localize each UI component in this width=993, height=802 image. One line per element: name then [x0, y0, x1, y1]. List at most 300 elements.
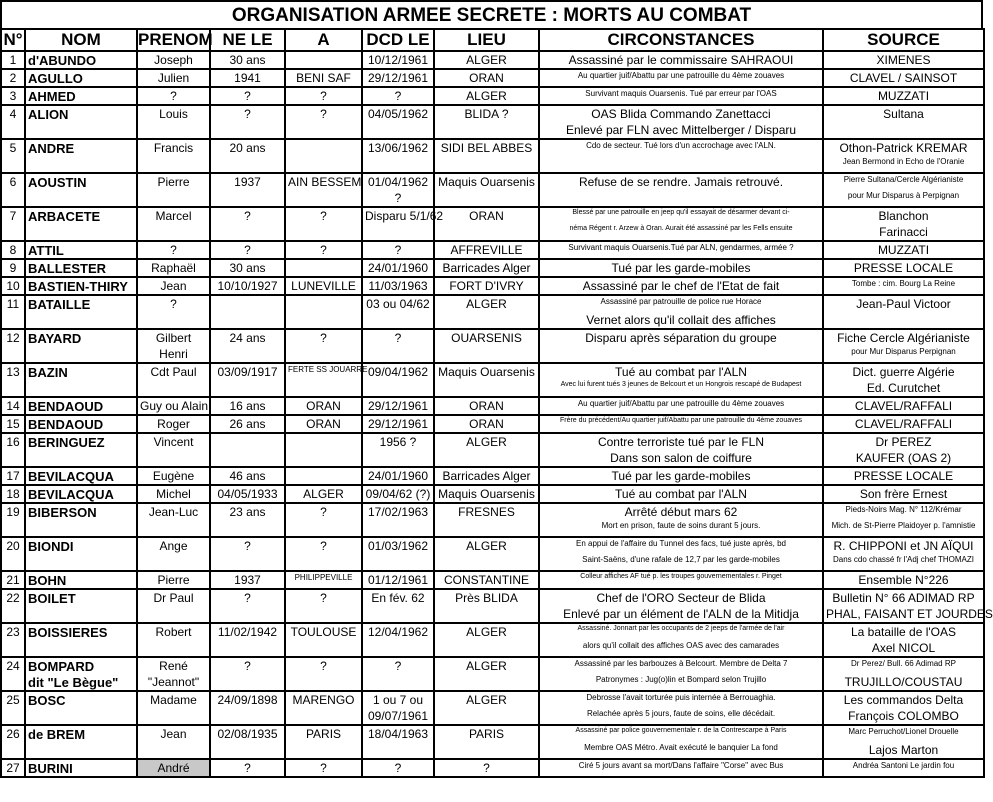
cell-dcd-le [362, 380, 434, 397]
cell-prenom [137, 520, 210, 537]
cell-lieu-naissance [285, 295, 362, 312]
cell-lieu-naissance: ? [285, 329, 362, 346]
cell-ne-le: ? [210, 657, 285, 674]
cell-ne-le: 24 ans [210, 329, 285, 346]
cell-nom: BIBERSON [25, 503, 137, 520]
header-lieu: LIEU [434, 29, 539, 51]
cell-lieu [434, 674, 539, 691]
cell-lieu [434, 520, 539, 537]
cell-lieu: Maquis Ouarsenis [434, 173, 539, 190]
cell-source: R. CHIPPONI et JN AÏQUI [823, 537, 984, 554]
cell-ne-le [210, 346, 285, 363]
cell-ne-le: 26 ans [210, 415, 285, 433]
cell-nom [25, 450, 137, 467]
cell-source: Bulletin N° 66 ADIMAD RP [823, 589, 984, 606]
table-row [1, 537, 984, 554]
cell-nom [25, 554, 137, 571]
cell-dcd-le: ? [362, 87, 434, 105]
cell-prenom: Michel [137, 485, 210, 503]
cell-lieu: ? [434, 759, 539, 777]
table-row [1, 606, 984, 623]
table-row [1, 674, 984, 691]
table-row [1, 224, 984, 241]
cell-dcd-le: 1956 ? [362, 433, 434, 450]
cell-nom: BOHN [25, 571, 137, 589]
cell-dcd-le [362, 346, 434, 363]
cell-prenom [137, 156, 210, 173]
cell-lieu-naissance [285, 606, 362, 623]
cell-dcd-le [362, 312, 434, 329]
cell-source: XIMENES [823, 51, 984, 69]
cell-circonstances: Assassiné par police gouvernementale r. de la Contrescarpe à Paris [539, 725, 823, 742]
cell-nom: BAZIN [25, 363, 137, 380]
cell-circonstances: Enlevé par un élément de l'ALN de la Mitidja [539, 606, 823, 623]
cell-source: Marc Perruchot/Lionel Drouelle [823, 725, 984, 742]
cell-circonstances: Avec lui furent tués 3 jeunes de Belcourt et un Hongrois rescapé de Budapest [539, 380, 823, 397]
cell-source: Mich. de St-Pierre Plaidoyer p. l'amnistie [823, 520, 984, 537]
cell-lieu-naissance [285, 51, 362, 69]
cell-ne-le: ? [210, 537, 285, 554]
cell-prenom [137, 190, 210, 207]
cell-source: Jean-Paul Victoor [823, 295, 984, 312]
table-row [1, 105, 984, 122]
cell-ne-le [210, 520, 285, 537]
table-row [1, 207, 984, 224]
cell-circonstances: Relachée après 5 jours, faute de soins, elle décédait. [539, 708, 823, 725]
cell-prenom: Gilbert [137, 329, 210, 346]
cell-num: 8 [1, 241, 25, 259]
cell-lieu [434, 742, 539, 759]
cell-source: pour Mur Disparus Perpignan [823, 346, 984, 363]
cell-source: PRESSE LOCALE [823, 259, 984, 277]
cell-source: La bataille de l'OAS [823, 623, 984, 640]
cell-prenom: Guy ou Alain [137, 397, 210, 415]
cell-lieu [434, 312, 539, 329]
cell-source: Jean Bermond in Echo de l'Oranie [823, 156, 984, 173]
cell-dcd-le [362, 450, 434, 467]
cell-circonstances: Contre terroriste tué par le FLN [539, 433, 823, 450]
cell-num: 7 [1, 207, 25, 224]
cell-ne-le [210, 190, 285, 207]
cell-num [1, 122, 25, 139]
cell-lieu-naissance [285, 450, 362, 467]
cell-dcd-le: 10/12/1961 [362, 51, 434, 69]
cell-dcd-le: 01/03/1962 [362, 537, 434, 554]
table-row [1, 380, 984, 397]
cell-circonstances: Saint-Saëns, d'une rafale de 12,7 par les garde-mobiles [539, 554, 823, 571]
cell-ne-le [210, 640, 285, 657]
cell-circonstances: OAS Blida Commando Zanettacci [539, 105, 823, 122]
cell-lieu-naissance [285, 190, 362, 207]
cell-lieu: BLIDA ? [434, 105, 539, 122]
cell-lieu-naissance [285, 674, 362, 691]
cell-ne-le: ? [210, 87, 285, 105]
cell-circonstances: néma Régent r. Arzew à Oran. Aurait été assassiné par les Fells ensuite [539, 224, 823, 241]
cell-nom: d'ABUNDO [25, 51, 137, 69]
cell-ne-le [210, 433, 285, 450]
cell-lieu-naissance: ? [285, 87, 362, 105]
cell-num: 16 [1, 433, 25, 450]
cell-circonstances [539, 346, 823, 363]
cell-ne-le [210, 708, 285, 725]
cell-ne-le [210, 674, 285, 691]
cell-nom: AHMED [25, 87, 137, 105]
cell-nom: AGULLO [25, 69, 137, 87]
cell-circonstances: Disparu après séparation du groupe [539, 329, 823, 346]
table-row [1, 725, 984, 742]
cell-circonstances: Tué par les garde-mobiles [539, 259, 823, 277]
cell-prenom [137, 224, 210, 241]
cell-num [1, 674, 25, 691]
cell-circonstances: Chef de l'ORO Secteur de Blida [539, 589, 823, 606]
cell-nom [25, 380, 137, 397]
header-lieu-naissance: A [285, 29, 362, 51]
cell-circonstances: Frère du précédent/Au quartier juif/Abattu par une patrouille du 4ème zouaves [539, 415, 823, 433]
table-row [1, 691, 984, 708]
cell-source: Farinacci [823, 224, 984, 241]
cell-lieu-naissance: PARIS [285, 725, 362, 742]
cell-prenom [137, 554, 210, 571]
cell-prenom: Roger [137, 415, 210, 433]
cell-ne-le: 1937 [210, 571, 285, 589]
cell-lieu-naissance: ORAN [285, 397, 362, 415]
cell-circonstances: Mort en prison, faute de soins durant 5 jours. [539, 520, 823, 537]
cell-lieu [434, 190, 539, 207]
cell-num: 27 [1, 759, 25, 777]
cell-lieu-naissance: AIN BESSEM [285, 173, 362, 190]
table-row [1, 415, 984, 433]
table-row [1, 69, 984, 87]
cell-source: PHAL, FAISANT ET JOURDES [823, 606, 984, 623]
cell-lieu: ALGER [434, 51, 539, 69]
cell-source: Axel NICOL [823, 640, 984, 657]
cell-dcd-le: 24/01/1960 [362, 467, 434, 485]
table-row [1, 450, 984, 467]
cell-circonstances: Patronymes : Jug(o)lin et Bompard selon Trujillo [539, 674, 823, 691]
table-row [1, 433, 984, 450]
cell-source: CLAVEL / SAINSOT [823, 69, 984, 87]
cell-prenom: ? [137, 87, 210, 105]
cell-nom: ANDRE [25, 139, 137, 156]
cell-source: Fiche Cercle Algérianiste [823, 329, 984, 346]
header-dcd-le: DCD LE [362, 29, 434, 51]
cell-ne-le: ? [210, 207, 285, 224]
cell-num: 20 [1, 537, 25, 554]
cell-circonstances: Tué au combat par l'ALN [539, 363, 823, 380]
table-row [1, 571, 984, 589]
cell-source: François COLOMBO [823, 708, 984, 725]
cell-prenom [137, 450, 210, 467]
cell-dcd-le [362, 606, 434, 623]
table-body [1, 51, 993, 777]
table-row [1, 329, 984, 346]
header-prenom: PRENOM [138, 30, 213, 49]
cell-lieu-naissance [285, 742, 362, 759]
cell-lieu [434, 122, 539, 139]
cell-dcd-le: 09/07/1961 [362, 708, 434, 725]
cell-ne-le: ? [210, 241, 285, 259]
cell-nom: dit "Le Bègue" [25, 674, 137, 691]
cell-source: pour Mur Disparus à Perpignan [823, 190, 984, 207]
cell-ne-le [210, 606, 285, 623]
cell-circonstances: Assassiné par le commissaire SAHRAOUI [539, 51, 823, 69]
table-row [1, 520, 984, 537]
cell-num: 21 [1, 571, 25, 589]
cell-lieu-naissance: MARENGO [285, 691, 362, 708]
cell-num [1, 224, 25, 241]
table-row [1, 241, 984, 259]
cell-lieu-naissance: ? [285, 241, 362, 259]
cell-circonstances: Survivant maquis Ouarsenis. Tué par erreur par l'OAS [539, 87, 823, 105]
table-row [1, 623, 984, 640]
cell-num: 2 [1, 69, 25, 87]
cell-num: 9 [1, 259, 25, 277]
cell-lieu-naissance: ALGER [285, 485, 362, 503]
table-row [1, 397, 984, 415]
cell-lieu: ALGER [434, 657, 539, 674]
cell-num: 12 [1, 329, 25, 346]
cell-dcd-le [362, 520, 434, 537]
sheet-title: ORGANISATION ARMEE SECRETE : MORTS AU COMBAT [0, 0, 983, 28]
cell-dcd-le: ? [362, 657, 434, 674]
cell-prenom: Pierre [137, 173, 210, 190]
cell-dcd-le: Disparu 5/1/62 [362, 207, 434, 224]
header-source: SOURCE [823, 29, 984, 51]
header-ne-le: NE LE [210, 29, 285, 51]
cell-ne-le: 10/10/1927 [210, 277, 285, 295]
cell-prenom: Henri [137, 346, 210, 363]
cell-source: PRESSE LOCALE [823, 467, 984, 485]
cell-ne-le: 04/05/1933 [210, 485, 285, 503]
cell-ne-le: 20 ans [210, 139, 285, 156]
cell-ne-le: ? [210, 759, 285, 777]
cell-dcd-le: 04/05/1962 [362, 105, 434, 122]
cell-num [1, 346, 25, 363]
cell-dcd-le: ? [362, 759, 434, 777]
cell-nom [25, 190, 137, 207]
cell-prenom: Marcel [137, 207, 210, 224]
cell-lieu: ALGER [434, 623, 539, 640]
cell-nom: BENDAOUD [25, 397, 137, 415]
cell-source: CLAVEL/RAFFALI [823, 397, 984, 415]
cell-source: Ed. Curutchet [823, 380, 984, 397]
cell-lieu: ALGER [434, 295, 539, 312]
cell-dcd-le: 09/04/1962 [362, 363, 434, 380]
cell-lieu-naissance: ? [285, 657, 362, 674]
cell-source: Lajos Marton [823, 742, 984, 759]
cell-nom: BOILET [25, 589, 137, 606]
cell-prenom: ? [137, 241, 210, 259]
cell-lieu: CONSTANTINE [434, 571, 539, 589]
cell-dcd-le [362, 122, 434, 139]
cell-nom: BEVILACQUA [25, 467, 137, 485]
cell-lieu: ALGER [434, 87, 539, 105]
cell-lieu-naissance [285, 554, 362, 571]
cell-source: Ensemble N°226 [823, 571, 984, 589]
cell-circonstances: Assassiné. Jonnart par les occupants de 2 jeeps de l'armée de l'air [539, 623, 823, 640]
cell-prenom [137, 640, 210, 657]
cell-source [823, 312, 984, 329]
cell-source: Blanchon [823, 207, 984, 224]
table-row [1, 742, 984, 759]
table-row [1, 139, 984, 156]
cell-ne-le [210, 450, 285, 467]
table-row [1, 190, 984, 207]
cell-prenom [137, 606, 210, 623]
cell-circonstances: Au quartier juif/Abattu par une patrouille du 4ème zouaves [539, 397, 823, 415]
cell-num: 23 [1, 623, 25, 640]
cell-lieu-naissance: ORAN [285, 415, 362, 433]
cell-num: 11 [1, 295, 25, 312]
cell-ne-le [210, 156, 285, 173]
cell-nom: BATAILLE [25, 295, 137, 312]
cell-circonstances: Arrêté début mars 62 [539, 503, 823, 520]
cell-dcd-le: 12/04/1962 [362, 623, 434, 640]
cell-source: Dr Perez/ Bull. 66 Adimad RP [823, 657, 984, 674]
cell-lieu-naissance [285, 312, 362, 329]
cell-ne-le: 03/09/1917 [210, 363, 285, 380]
cell-circonstances: En appui de l'affaire du Tunnel des facs, tué juste après, bd [539, 537, 823, 554]
cell-lieu [434, 224, 539, 241]
cell-num [1, 640, 25, 657]
cell-nom [25, 742, 137, 759]
cell-ne-le [210, 380, 285, 397]
cell-nom [25, 122, 137, 139]
cell-prenom: Jean-Luc [137, 503, 210, 520]
cell-nom: de BREM [25, 725, 137, 742]
cell-circonstances: Tué par les garde-mobiles [539, 467, 823, 485]
cell-lieu [434, 156, 539, 173]
cell-nom [25, 520, 137, 537]
cell-lieu-naissance [285, 708, 362, 725]
cell-nom: AOUSTIN [25, 173, 137, 190]
cell-prenom [137, 708, 210, 725]
cell-circonstances: Cdo de secteur. Tué lors d'un accrochage avec l'ALN. [539, 139, 823, 156]
cell-lieu: Barricades Alger [434, 467, 539, 485]
cell-circonstances: Refuse de se rendre. Jamais retrouvé. [539, 173, 823, 190]
cell-dcd-le: 11/03/1963 [362, 277, 434, 295]
table-row [1, 346, 984, 363]
cell-source: Les commandos Delta [823, 691, 984, 708]
cell-lieu-naissance [285, 224, 362, 241]
cell-dcd-le: ? [362, 329, 434, 346]
cell-num: 3 [1, 87, 25, 105]
cell-lieu: ORAN [434, 207, 539, 224]
cell-num: 1 [1, 51, 25, 69]
cell-ne-le: 1937 [210, 173, 285, 190]
cell-prenom: Raphaël [137, 259, 210, 277]
cell-lieu-naissance [285, 259, 362, 277]
table-row [1, 759, 984, 777]
cell-dcd-le: 01/04/1962 [362, 173, 434, 190]
cell-lieu-naissance: ? [285, 207, 362, 224]
cell-prenom [137, 122, 210, 139]
cell-lieu-naissance [285, 122, 362, 139]
cell-source: Andréa Santoni Le jardin fou [823, 759, 984, 777]
cell-lieu-naissance [285, 139, 362, 156]
cell-nom: BEVILACQUA [25, 485, 137, 503]
cell-num: 26 [1, 725, 25, 742]
cell-nom: BOISSIERES [25, 623, 137, 640]
cell-lieu-naissance: ? [285, 105, 362, 122]
cell-circonstances: Assassiné par les barbouzes à Belcourt. Membre de Delta 7 [539, 657, 823, 674]
cell-ne-le [210, 224, 285, 241]
table-row [1, 295, 984, 312]
cell-circonstances: Membre OAS Métro. Avait exécuté le banquier La fond [539, 742, 823, 759]
cell-lieu: Barricades Alger [434, 259, 539, 277]
cell-prenom: Eugène [137, 467, 210, 485]
cell-nom: BURINI [25, 759, 137, 777]
cell-lieu [434, 450, 539, 467]
cell-prenom: Ange [137, 537, 210, 554]
cell-num: 6 [1, 173, 25, 190]
cell-nom [25, 312, 137, 329]
cell-lieu-naissance: ? [285, 503, 362, 520]
cell-circonstances: Enlevé par FLN avec Mittelberger / Disparu [539, 122, 823, 139]
cell-nom: ARBACETE [25, 207, 137, 224]
cell-lieu [434, 640, 539, 657]
cell-ne-le: 02/08/1935 [210, 725, 285, 742]
cell-nom: BALLESTER [25, 259, 137, 277]
cell-ne-le: 23 ans [210, 503, 285, 520]
cell-prenom [137, 380, 210, 397]
cell-num [1, 190, 25, 207]
table-row [1, 87, 984, 105]
cell-dcd-le [362, 554, 434, 571]
table-row [1, 589, 984, 606]
cell-lieu: ORAN [434, 69, 539, 87]
cell-num [1, 606, 25, 623]
cell-prenom: Jean [137, 277, 210, 295]
cell-nom: BAYARD [25, 329, 137, 346]
cell-lieu [434, 554, 539, 571]
cell-num: 22 [1, 589, 25, 606]
header-nom: NOM [25, 29, 137, 51]
cell-ne-le [210, 554, 285, 571]
cell-num: 19 [1, 503, 25, 520]
cell-lieu [434, 346, 539, 363]
table-row [1, 173, 984, 190]
cell-circonstances: Survivant maquis Ouarsenis.Tué par ALN, gendarmes, armée ? [539, 241, 823, 259]
cell-lieu-naissance: LUNEVILLE [285, 277, 362, 295]
cell-circonstances: alors qu'il collait des affiches OAS avec des camarades [539, 640, 823, 657]
cell-dcd-le: 29/12/1961 [362, 397, 434, 415]
cell-prenom [137, 312, 210, 329]
cell-circonstances: Vernet alors qu'il collait des affiches [539, 312, 823, 329]
cell-prenom: Francis [137, 139, 210, 156]
cell-source: Othon-Patrick KREMAR [823, 139, 984, 156]
cell-dcd-le: ? [362, 241, 434, 259]
cell-lieu: ALGER [434, 537, 539, 554]
cell-dcd-le: 01/12/1961 [362, 571, 434, 589]
table-row [1, 708, 984, 725]
cell-num: 17 [1, 467, 25, 485]
cell-dcd-le [362, 224, 434, 241]
cell-prenom: Madame [137, 691, 210, 708]
cell-num: 5 [1, 139, 25, 156]
cell-dcd-le [362, 674, 434, 691]
cell-circonstances: Debrosse l'avait torturée puis internée à Berrouaghia. [539, 691, 823, 708]
table-row [1, 363, 984, 380]
cell-source: CLAVEL/RAFFALI [823, 415, 984, 433]
cell-lieu-naissance [285, 380, 362, 397]
cell-dcd-le: 24/01/1960 [362, 259, 434, 277]
cell-circonstances: Colleur affiches AF tué p. les troupes gouvernementales r. Pinget [539, 571, 823, 589]
cell-dcd-le: 1 ou 7 ou [362, 691, 434, 708]
table-row [1, 554, 984, 571]
cell-prenom: André [137, 759, 210, 777]
cell-lieu: AFFREVILLE [434, 241, 539, 259]
